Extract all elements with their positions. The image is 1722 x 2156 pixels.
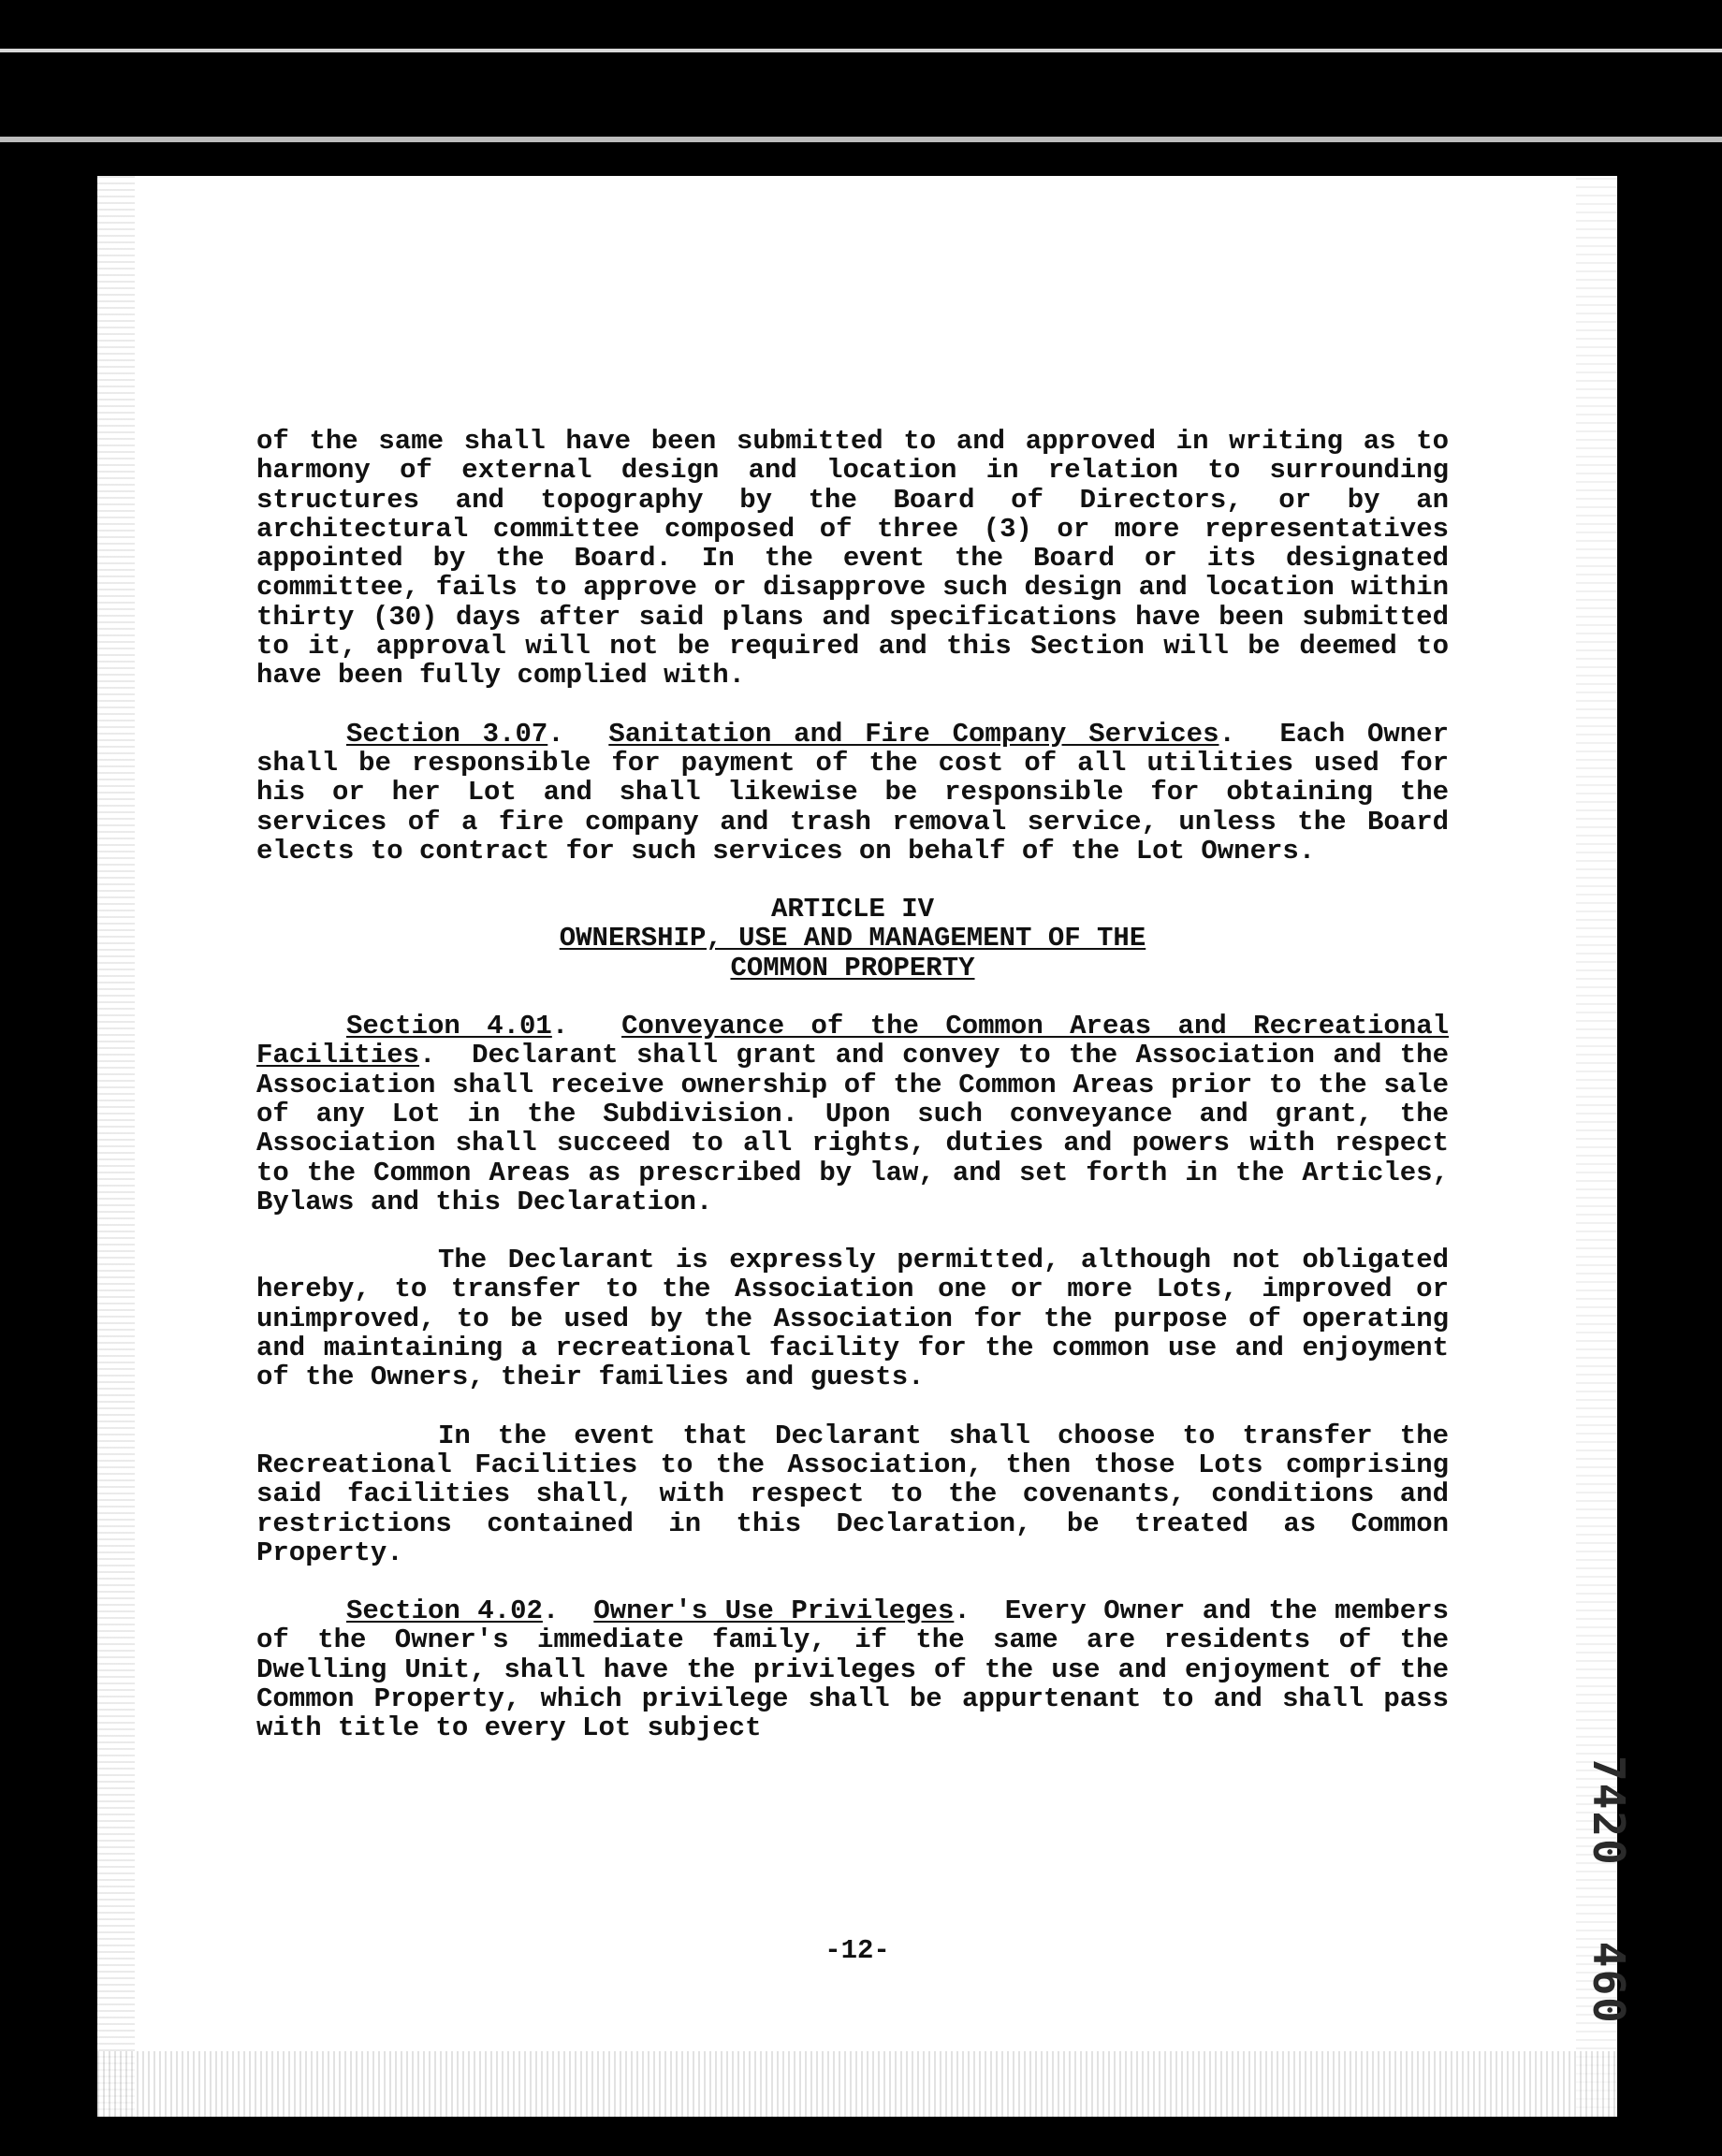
page-ref-number: 460 <box>1583 1941 1634 2025</box>
section-title: Conveyance of the Common Areas and Recreational Facilities <box>256 1011 1449 1071</box>
paragraph-declarant: The Declarant is expressly permitted, although not obligated hereby, to transfer to the Association one or more Lots, improved or unimproved, to be used by the Association for the purpose of operating and maintaining a recreational facility for the common use and enjoyment of the Owners, their families and guests. <box>256 1245 1449 1393</box>
section-title: Owner's Use Privileges <box>593 1595 955 1627</box>
section-number: Section 4.02 <box>346 1595 543 1627</box>
section-body: Every Owner and the members of the Owner's immediate family, if the same are residents of the Dwelling Unit, shall have the privileges of the use and enjoyment of the Common Property, which privilege shall be appurtenant to and shall pass with title to every Lot subject <box>256 1595 1449 1744</box>
scan-noise-left <box>97 176 135 2117</box>
article-title-line-1: OWNERSHIP, USE AND MANAGEMENT OF THE <box>559 923 1146 954</box>
section-number: Section 3.07 <box>346 718 548 750</box>
section-3-07: Section 3.07. Sanitation and Fire Company Services. Each Owner shall be responsible for payment of the cost of all utilities used for his or her Lot and shall likewise be responsible for obtaining the services of a fire company and trash removal service, unless the Board elects to contract for such services on behalf of the Lot Owners. <box>256 718 1449 867</box>
section-4-02: Section 4.02. Owner's Use Privileges. Every Owner and the members of the Owner's immediate family, if the same are residents of the Dwelling Unit, shall have the privileges of the use and enjoyment of the Common Property, which privilege shall be appurtenant to and shall pass with title to every Lot subject <box>256 1595 1449 1744</box>
section-4-01: Section 4.01. Conveyance of the Common Areas and Recreational Facilities. Declarant shall grant and convey to the Association and the Association shall receive ownership of the Common Areas prior to the sale of any Lot in the Subdivision. Upon such conveyance and grant, the Association shall succeed to all rights, duties and powers with respect to the Common Areas as prescribed by law, and set forth in the Articles, Bylaws and this Declaration. <box>256 1011 1449 1217</box>
section-body: Declarant shall grant and convey to the Association and the Association shall receive ownership of the Common Areas prior to the sale of any Lot in the Subdivision. Upon such conveyance and grant, the Association shall succeed to all rights, duties and powers with respect to the Common Areas as prescribed by law, and set forth in the Articles, Bylaws and this Declaration. <box>256 1040 1449 1217</box>
scan-top-border <box>0 0 1722 150</box>
article-number: ARTICLE IV <box>770 894 935 925</box>
section-title: Sanitation and Fire Company Services <box>608 718 1219 750</box>
document-page <box>97 176 1634 2117</box>
scan-edge-line <box>0 49 1722 52</box>
section-number: Section 4.01 <box>346 1011 552 1042</box>
page-number: -12- <box>825 1935 890 1966</box>
document-body <box>256 427 1449 1772</box>
paragraph-continued: of the same shall have been submitted to and approved in writing as to harmony of external design and location in relation to surrounding structures and topography by the Board of Directors, or by an architectural committee composed of three (3) or more representatives appointed by the Board. In the event the Board or its designated committee, fails to approve or disapprove such design and location within thirty (30) days after said plans and specifications have been submitted to it, approval will not be required and this Section will be deemed to have been fully complied with. <box>256 426 1449 692</box>
article-heading <box>256 895 1449 983</box>
book-number: 7420 <box>1583 1755 1634 1867</box>
section-body: Each Owner shall be responsible for payment of the cost of all utilities used for his or her Lot and shall likewise be responsible for obtaining the services of a fire company and trash removal service, unless the Board elects to contract for such services on behalf of the Lot Owners. <box>256 718 1449 867</box>
scan-noise-bottom <box>97 2051 1617 2117</box>
recording-stamp <box>1583 1755 1634 2100</box>
scan-edge-line <box>0 137 1722 142</box>
paragraph-event: In the event that Declarant shall choose to transfer the Recreational Facilities to the Association, then those Lots comprising said facilities shall, with respect to the covenants, conditions and restrictions contained in this Declaration, be treated as Common Property. <box>256 1420 1449 1568</box>
article-title-line-2: COMMON PROPERTY <box>730 952 975 983</box>
